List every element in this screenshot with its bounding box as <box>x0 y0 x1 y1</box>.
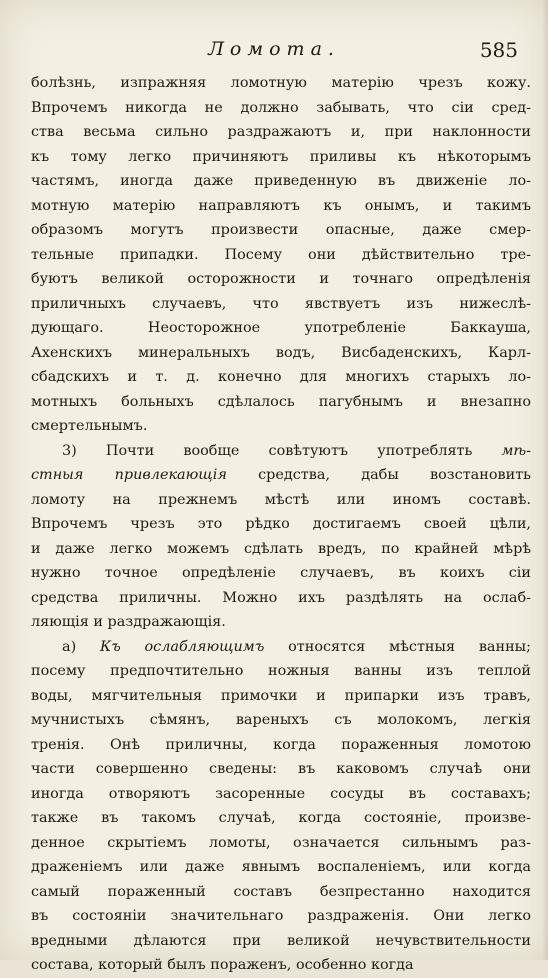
text-line: а) Къ ослабляющимъ относятся мѣстныя ванны; <box>62 638 531 655</box>
text-line: Ахенскихъ минеральныхъ водъ, Висбаденскихъ, Карл- <box>31 344 531 361</box>
text-line: тренія. Онѣ приличны, когда пораженныя ломотою <box>31 736 531 753</box>
text-line: части совершенно сведены: въ каковомъ случаѣ они <box>31 761 531 777</box>
body-text <box>31 71 531 978</box>
text-line: иногда отворяютъ засоренные сосуды въ составахъ; <box>31 785 531 802</box>
text-line: образомъ могутъ произвести опасные, даже смер- <box>31 222 531 238</box>
text-line: и даже легко можемъ сдѣлать вредъ, по крайней мѣрѣ <box>31 540 531 557</box>
text-line: состава, который былъ пораженъ, особенно когда <box>31 957 414 973</box>
text-line: приличныхъ случаевъ, что явствуетъ изъ нижеслѣ- <box>31 295 531 312</box>
text-line: вредными дѣлаются при великой нечувствительности <box>31 932 531 949</box>
text-line: драженіемъ или даже явнымъ воспаленіемъ, или когда <box>31 859 531 875</box>
running-head: Ломота. <box>208 38 340 60</box>
text-line: средства приличны. Можно ихъ раздѣлять на ослаб- <box>31 589 531 606</box>
page-header <box>0 38 548 68</box>
text-line: денное скрытіемъ ломоты, означается сильнымъ раз- <box>31 834 531 851</box>
text-line: мотную матерію направляютъ къ онымъ, и такимъ <box>31 197 531 214</box>
text-line: 3) Почти вообще совѣтуютъ употреблять мѣ- <box>62 442 531 459</box>
text-line: смертельнымъ. <box>31 418 148 434</box>
text-line: ства весьма сильно раздражаютъ и, при наклонности <box>31 124 531 140</box>
text-line: воды, мягчительныя примочки и припарки изъ травъ, <box>31 687 531 704</box>
text-line: болѣзнь, изпражняя ломотную матерію чрезъ кожу. <box>31 75 531 91</box>
text-line: стныя привлекающія средства, дабы возстановить <box>31 467 531 483</box>
text-line: также въ такомъ случаѣ, когда состояніе, произве- <box>31 810 531 826</box>
text-line: дующаго. Неосторожное употребленіе Баккауша, <box>31 320 531 336</box>
text-line: мучнистыхъ сѣмянъ, вареныхъ съ молокомъ, легкія <box>31 712 531 728</box>
text-line: мотныхъ больныхъ сдѣлалось пагубнымъ и внезапно <box>31 393 531 410</box>
page-number: 585 <box>479 38 518 62</box>
text-line: къ тому легко причиняютъ приливы къ нѣкоторымъ <box>31 148 531 165</box>
text-line: Впрочемъ чрезъ это рѣдко достигаемъ своей цѣли, <box>31 516 531 532</box>
text-line: самый пораженный составъ безпрестанно находится <box>31 883 531 900</box>
text-line: посему предпочтительно ножныя ванны изъ теплой <box>31 663 531 679</box>
text-line: Впрочемъ никогда не должно забывать, что сіи сред- <box>31 99 531 116</box>
text-line: частямъ, иногда даже приведенную въ движеніе ло- <box>31 173 531 189</box>
page-edge-shadow <box>542 0 548 960</box>
text-line: буютъ великой осторожности и точнаго опредѣленія <box>31 271 531 287</box>
text-line: сбадскихъ и т. д. конечно для многихъ старыхъ ло- <box>31 369 531 385</box>
text-line: тельные припадки. Посему они дѣйствительно тре- <box>31 246 531 263</box>
text-line: ляющія и раздражающія. <box>31 614 226 630</box>
text-line: въ состояніи значительнаго раздраженія. Они легко <box>31 908 531 924</box>
text-line: нужно точное опредѣленіе случаевъ, въ коихъ сіи <box>31 565 531 581</box>
text-line: ломоту на прежнемъ мѣстѣ или иномъ составѣ. <box>31 491 531 508</box>
